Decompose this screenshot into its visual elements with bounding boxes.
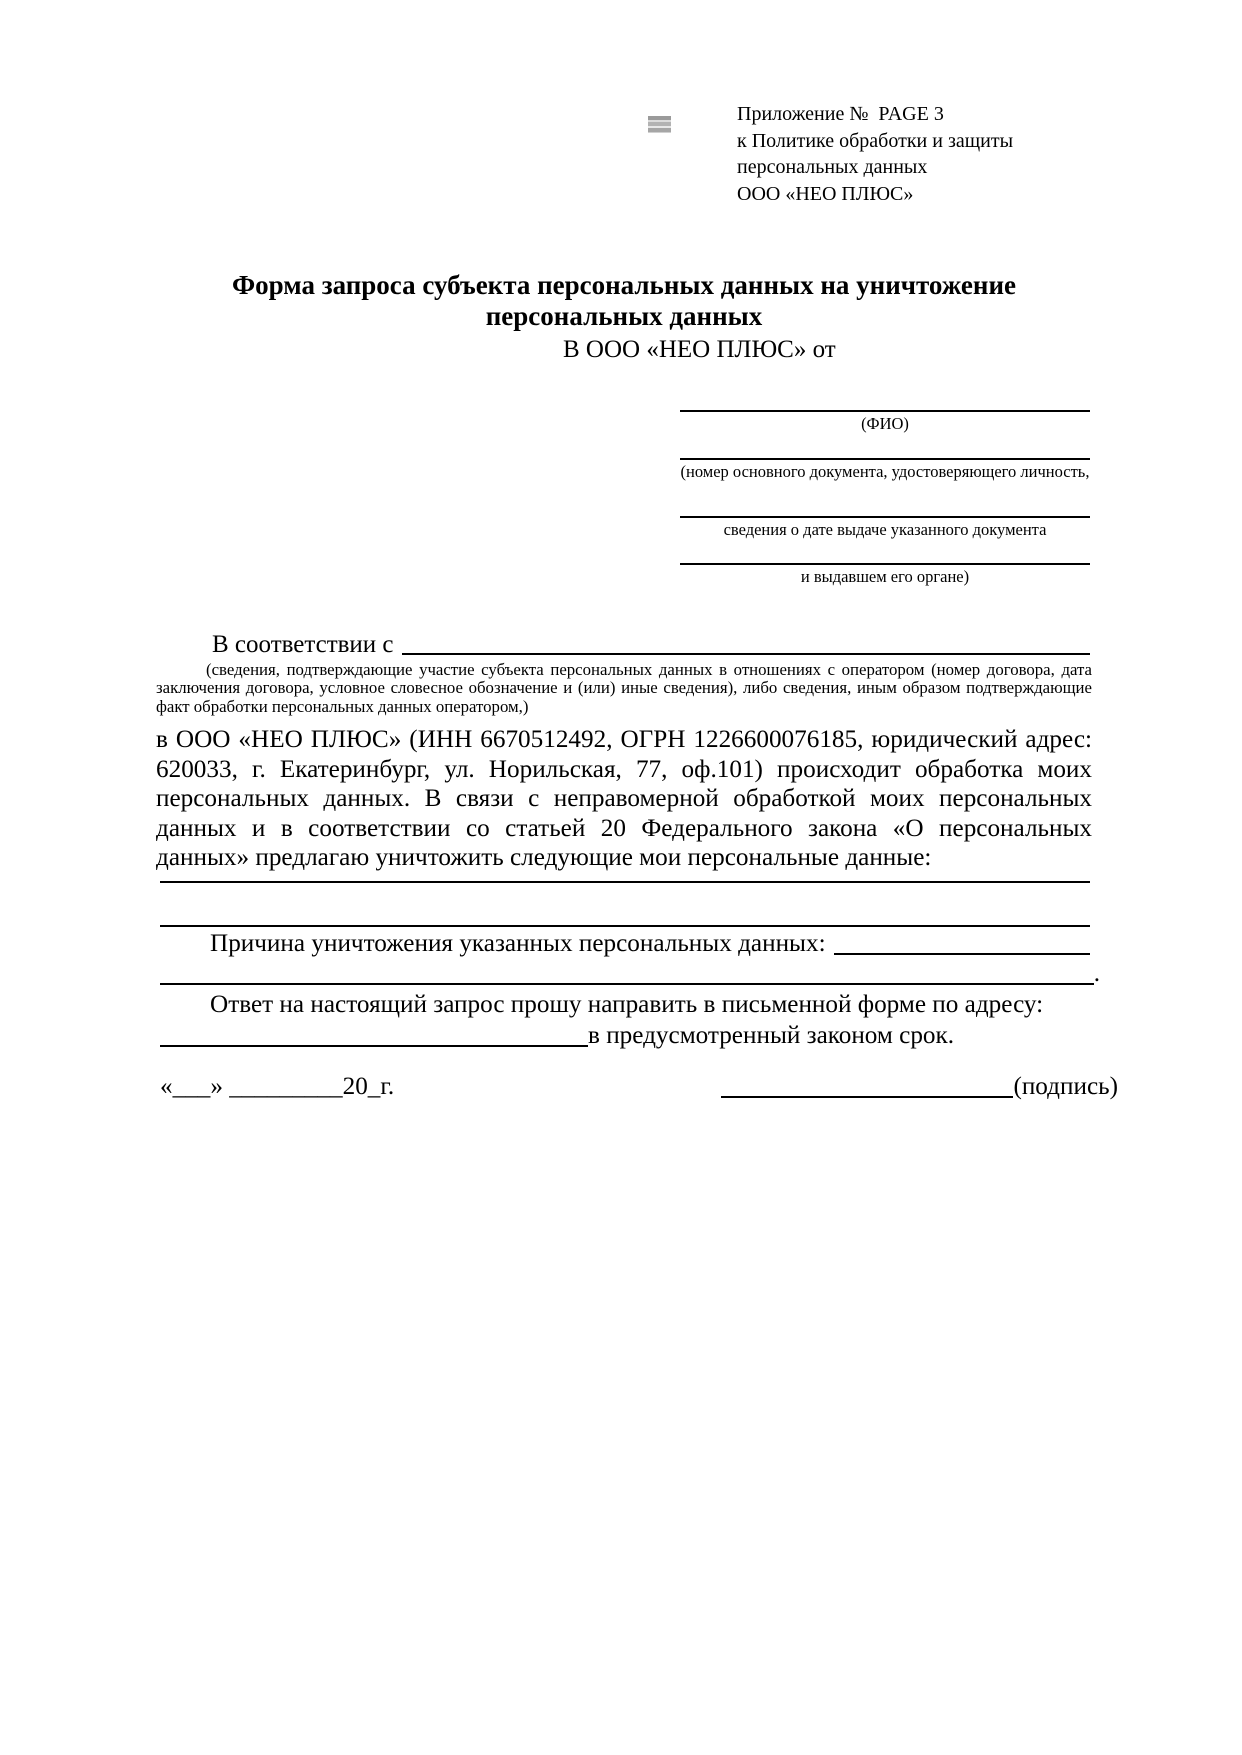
document-number-field-caption: (номер основного документа, удостоверяющего личность,: [680, 462, 1090, 481]
accordance-lead-text: В соответствии с: [212, 631, 394, 658]
title-line-2: персональных данных: [485, 301, 763, 331]
document-number-field-line: [680, 458, 1090, 460]
field-shading-artifact: [648, 116, 671, 133]
reason-blank-line: [834, 929, 1090, 955]
date-signature-row: [160, 1072, 1118, 1102]
document-title: [156, 270, 1092, 332]
data-to-destroy-blank-line-1: [160, 881, 1090, 883]
signature-caption: (подпись): [1013, 1073, 1118, 1100]
issue-date-field-caption: сведения о дате выдаче указанного документа: [723, 520, 1047, 539]
fio-field-caption: (ФИО): [861, 414, 909, 433]
appendix-number-line: Приложение № PAGE 3: [737, 103, 944, 125]
appendix-header: [737, 101, 1013, 207]
reason-continuation-row: [160, 960, 1100, 988]
addressee-line: В ООО «НЕО ПЛЮС» от: [563, 336, 836, 363]
address-blank-line: [160, 1021, 588, 1047]
issuing-authority-field-line: [680, 563, 1090, 565]
appendix-policy-line-2: персональных данных: [737, 156, 928, 178]
response-address-row: [160, 1021, 1090, 1051]
signature-block: [721, 1072, 1118, 1102]
issue-date-field-line: [680, 516, 1090, 518]
appendix-company-line: ООО «НЕО ПЛЮС»: [737, 182, 914, 205]
fio-field: [680, 410, 1090, 434]
reason-row: [160, 929, 1090, 959]
title-line-1: Форма запроса субъекта персональных данных на уничтожение: [231, 270, 1017, 300]
fio-field-line: [680, 410, 1090, 412]
signature-line: [721, 1072, 1013, 1098]
response-tail-text: в предусмотренный законом срок.: [588, 1022, 955, 1049]
appendix-policy-line-1: к Политике обработки и защиты: [737, 129, 1014, 152]
data-to-destroy-blank-line-2: [160, 925, 1090, 927]
reason-end-period: .: [1093, 960, 1100, 987]
body-paragraph: в ООО «НЕО ПЛЮС» (ИНН 6670512492, ОГРН 1226600076185, юридический адрес: 620033, г. Екатеринбург, ул. Норильская, 77, оф.101) происходит обработка моих персональных данных. В связи с неправомерной обработкой моих персональных данных и в соответствии со статьей 20 Федерального закона «О персональных данных» предлагаю уничтожить следующие мои персональные данные:: [156, 726, 1092, 872]
accordance-footnote: (сведения, подтверждающие участие субъекта персональных данных в отношениях с оператором (номер договора, дата заключения договора, условное словесное обозначение и (или) иные сведения), либо сведения, иным образом подтверждающие факт обработки персональных данных оператором,): [156, 660, 1092, 716]
accordance-blank-line: [402, 630, 1090, 655]
reason-continuation-blank-line: [160, 960, 1094, 985]
issuing-authority-field: [680, 563, 1090, 587]
date-line: «___» _________20_г.: [160, 1073, 395, 1100]
issue-date-field: [680, 516, 1090, 540]
issuing-authority-field-caption: и выдавшем его органе): [800, 567, 970, 586]
document-number-field: [680, 458, 1090, 482]
response-request-line: Ответ на настоящий запрос прошу направить в письменной форме по адресу:: [210, 991, 1044, 1018]
accordance-row: [160, 630, 1090, 659]
reason-label: Причина уничтожения указанных персональных данных:: [210, 930, 826, 957]
